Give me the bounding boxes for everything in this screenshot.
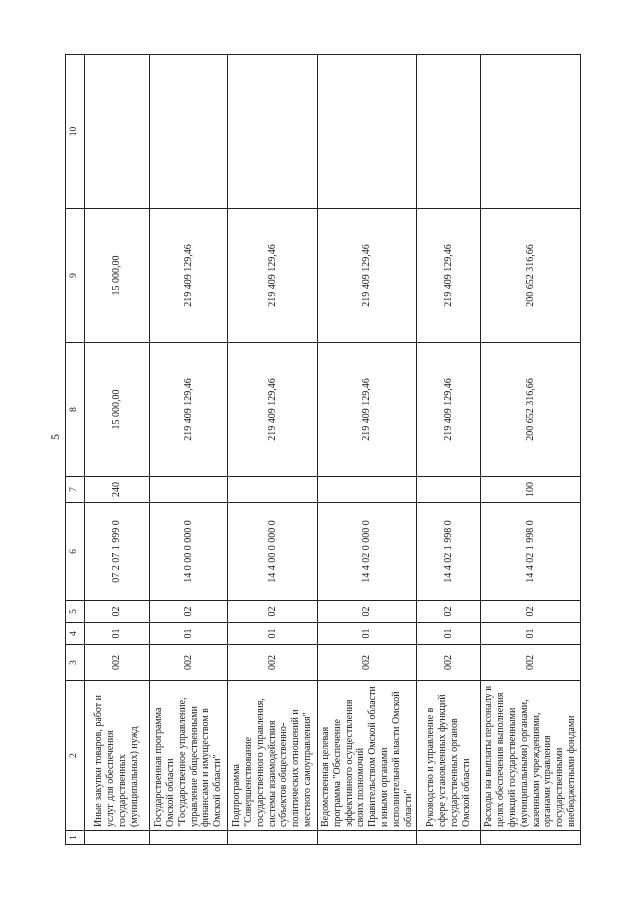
code-7-cell: 100 xyxy=(481,477,580,503)
row-number-cell xyxy=(417,831,481,845)
amount-8-cell: 219 409 129,46 xyxy=(150,343,228,477)
row-number-cell xyxy=(228,831,318,845)
item-name-cell: Расходы на выплаты персоналу в целях обеспечения выполнения функций государственными (муниципальными) органами, казенными учреждениями, органами управления государственными внебюджетными фондами xyxy=(481,681,580,831)
row-number-cell xyxy=(150,831,228,845)
header-cell: 2 xyxy=(66,681,85,831)
code-3-cell: 002 xyxy=(417,645,481,681)
code-5-cell: 02 xyxy=(417,601,481,623)
header-cell: 1 xyxy=(66,831,85,845)
amount-10-cell xyxy=(85,55,150,209)
amount-9-cell: 15 000,00 xyxy=(85,209,150,343)
code-6-cell: 14 4 00 0 000 0 xyxy=(228,503,318,601)
table-row xyxy=(228,55,318,845)
code-5-cell: 02 xyxy=(85,601,150,623)
code-4-cell: 01 xyxy=(85,623,150,645)
code-4-cell: 01 xyxy=(481,623,580,645)
amount-8-cell: 219 409 129,46 xyxy=(318,343,417,477)
header-row xyxy=(66,55,85,845)
code-7-cell xyxy=(150,477,228,503)
table-row xyxy=(150,55,228,845)
amount-9-cell: 219 409 129,46 xyxy=(150,209,228,343)
code-5-cell: 02 xyxy=(150,601,228,623)
item-name-cell: Руководство и управление в сфере установленных функций государственных органов Омской области xyxy=(417,681,481,831)
item-name-cell: Ведомственная целевая программа "Обеспечение эффективного осуществления своих полномочий Правительством Омской области и иными органами исполнительной власти Омской области" xyxy=(318,681,417,831)
header-cell: 8 xyxy=(66,343,85,477)
table-row xyxy=(417,55,481,845)
code-7-cell xyxy=(318,477,417,503)
amount-9-cell: 200 652 316,66 xyxy=(481,209,580,343)
amount-10-cell xyxy=(228,55,318,209)
amount-8-cell: 200 652 316,66 xyxy=(481,343,580,477)
amount-10-cell xyxy=(481,55,580,209)
amount-10-cell xyxy=(318,55,417,209)
row-number-cell xyxy=(481,831,580,845)
code-6-cell: 14 4 02 1 998 0 xyxy=(481,503,580,601)
page-number: 5 xyxy=(48,434,62,440)
code-3-cell: 002 xyxy=(85,645,150,681)
header-cell: 5 xyxy=(66,601,85,623)
header-cell: 4 xyxy=(66,623,85,645)
code-7-cell xyxy=(417,477,481,503)
amount-9-cell: 219 409 129,46 xyxy=(318,209,417,343)
header-cell: 7 xyxy=(66,477,85,503)
budget-table xyxy=(65,54,581,845)
amount-9-cell: 219 409 129,46 xyxy=(228,209,318,343)
code-5-cell: 02 xyxy=(481,601,580,623)
code-7-cell xyxy=(228,477,318,503)
amount-10-cell xyxy=(417,55,481,209)
table-row xyxy=(85,55,150,845)
amount-8-cell: 219 409 129,46 xyxy=(228,343,318,477)
header-cell: 10 xyxy=(66,55,85,209)
header-cell: 9 xyxy=(66,209,85,343)
code-5-cell: 02 xyxy=(228,601,318,623)
amount-8-cell: 15 000,00 xyxy=(85,343,150,477)
row-number-cell xyxy=(318,831,417,845)
code-7-cell: 240 xyxy=(85,477,150,503)
table-row xyxy=(318,55,417,845)
header-cell: 3 xyxy=(66,645,85,681)
code-4-cell: 01 xyxy=(228,623,318,645)
code-6-cell: 14 0 00 0 000 0 xyxy=(150,503,228,601)
code-3-cell: 002 xyxy=(228,645,318,681)
amount-9-cell: 219 409 129,46 xyxy=(417,209,481,343)
row-number-cell xyxy=(85,831,150,845)
header-cell: 6 xyxy=(66,503,85,601)
amount-8-cell: 219 409 129,46 xyxy=(417,343,481,477)
item-name-cell: Подпрограмма "Совершенствование государственного управления, системы взаимодействия субъектов общественно-политических отношений и местного самоуправления" xyxy=(228,681,318,831)
code-3-cell: 002 xyxy=(481,645,580,681)
code-6-cell: 07 2 07 1 999 0 xyxy=(85,503,150,601)
item-name-cell: Иные закупки товаров, работ и услуг для обеспечения государственных (муниципальных) нужд xyxy=(85,681,150,831)
code-3-cell: 002 xyxy=(318,645,417,681)
code-6-cell: 14 4 02 1 998 0 xyxy=(417,503,481,601)
code-3-cell: 002 xyxy=(150,645,228,681)
code-4-cell: 01 xyxy=(318,623,417,645)
amount-10-cell xyxy=(150,55,228,209)
rotated-table-wrapper xyxy=(65,55,577,845)
item-name-cell: Государственная программа Омской области "Государственное управление, управление общественными финансами и имуществом в Омской области" xyxy=(150,681,228,831)
code-6-cell: 14 4 02 0 000 0 xyxy=(318,503,417,601)
code-5-cell: 02 xyxy=(318,601,417,623)
code-4-cell: 01 xyxy=(150,623,228,645)
table-row xyxy=(481,55,580,845)
code-4-cell: 01 xyxy=(417,623,481,645)
